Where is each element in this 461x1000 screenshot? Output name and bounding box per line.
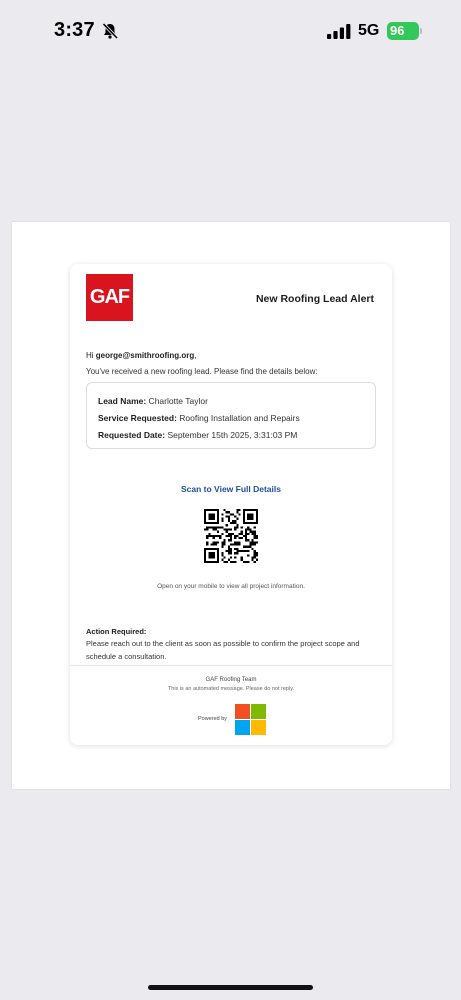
scan-details-link[interactable]: Scan to View Full Details [181, 484, 281, 494]
detail-label: Lead Name: [98, 396, 147, 406]
detail-value: Charlotte Taylor [146, 396, 208, 406]
action-required-heading: Action Required: [86, 627, 147, 636]
recipient-email[interactable]: george@smithroofing.org [95, 351, 195, 360]
requested-date-row [98, 430, 297, 440]
greeting [86, 351, 196, 360]
clock: 3:37 [54, 19, 95, 41]
team-signature: GAF Roofing Team [205, 677, 257, 683]
microsoft-logo-icon [235, 704, 266, 735]
email-card [70, 264, 392, 745]
intro-text: You've received a new roofing lead. Please find the details below: [86, 367, 318, 376]
bell-slash-icon [101, 22, 119, 40]
network-type: 5G [358, 22, 380, 39]
lead-details-box [86, 382, 376, 449]
email-document[interactable] [12, 222, 450, 789]
battery-icon: 96 [387, 22, 419, 40]
greeting-suffix: , [194, 351, 197, 360]
gaf-logo: GAF [86, 274, 133, 321]
qr-code-icon[interactable] [204, 509, 258, 563]
status-bar [0, 0, 461, 62]
logo-square-green [251, 704, 266, 719]
service-requested-row [98, 413, 300, 423]
battery-tip [420, 28, 422, 34]
footer-divider [70, 665, 392, 666]
detail-value: Roofing Installation and Repairs [176, 413, 300, 423]
action-required-text: Please reach out to the client as soon as possible to confirm the project scope and schedule a consultation. [86, 639, 360, 661]
signal-icon [327, 24, 351, 39]
logo-square-blue [235, 720, 250, 735]
logo-square-red [235, 704, 250, 719]
lead-name-row [98, 396, 208, 406]
detail-value: September 15th 2025, 3:31:03 PM [165, 430, 298, 440]
alert-title: New Roofing Lead Alert [255, 293, 374, 305]
automated-message-note: This is an automated message. Please do not reply. [167, 686, 295, 692]
powered-by-label: Powered by [198, 716, 228, 722]
mobile-note: Open on your mobile to view all project information. [157, 583, 305, 590]
home-indicator[interactable] [148, 985, 313, 990]
greeting-prefix: Hi [86, 351, 96, 360]
detail-label: Service Requested: [98, 413, 177, 423]
logo-square-yellow [251, 720, 266, 735]
detail-label: Requested Date: [98, 430, 166, 440]
